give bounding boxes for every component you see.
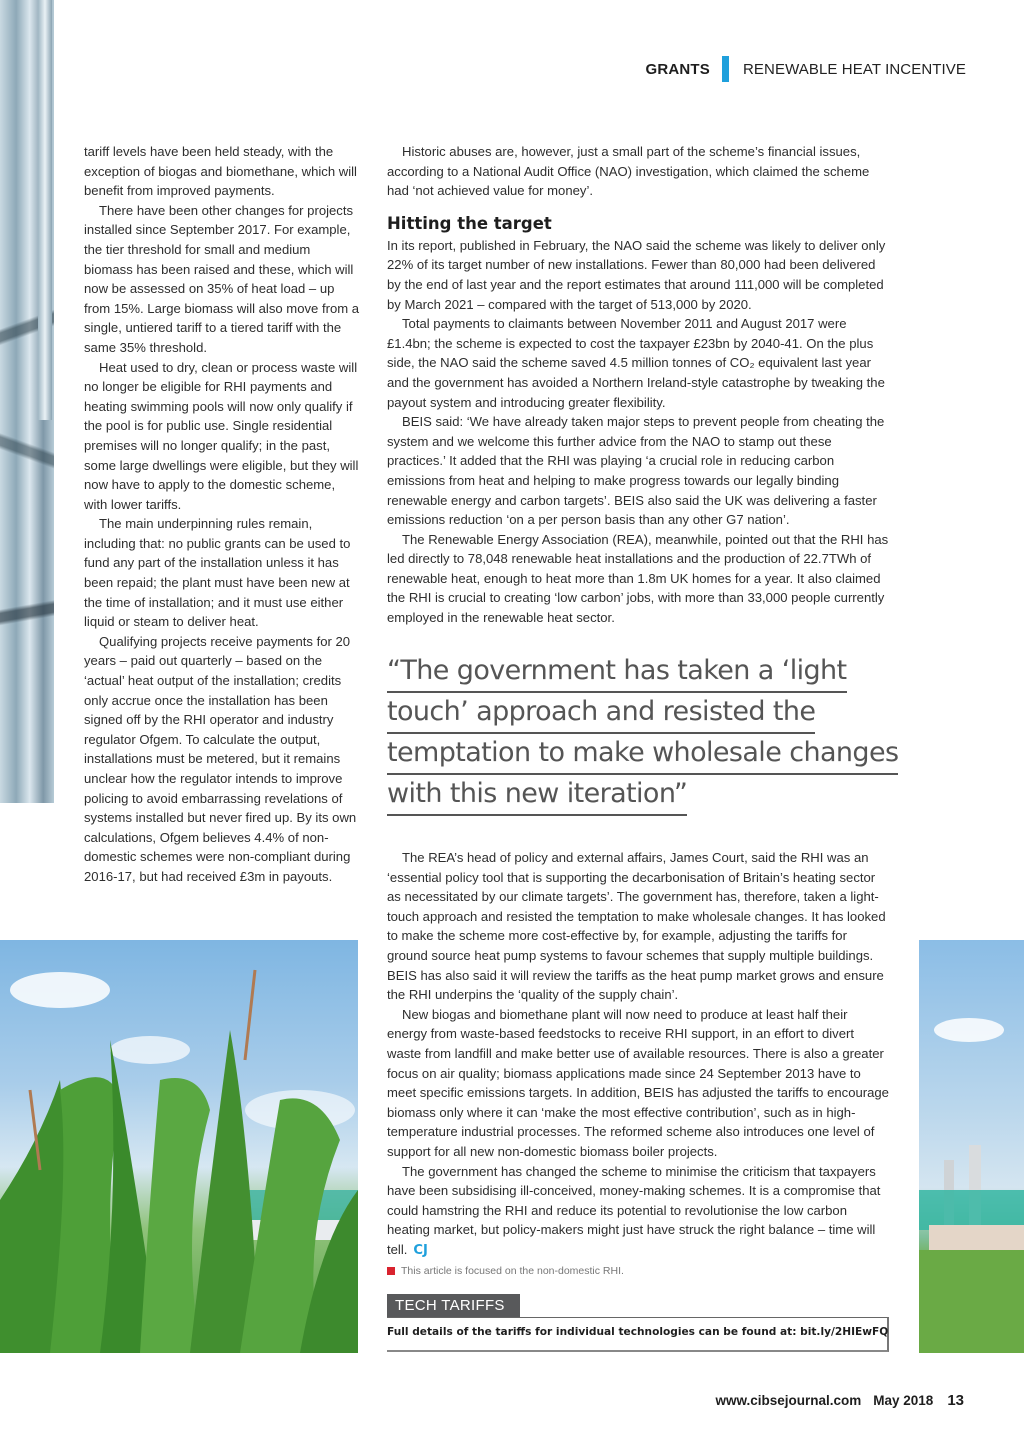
subheading: Hitting the target [387,213,552,233]
pull-quote [387,650,899,814]
page-header [645,56,966,82]
paragraph: Historic abuses are, however, just a small part of the scheme’s financial issues, according to a National Audit Office (NAO) investigation, which claimed the scheme had ‘not achieved value for money’. [387,144,870,199]
right-column-top [387,142,891,628]
tech-tariffs-box [387,1317,889,1352]
maize-plants-illustration [0,940,358,1353]
paragraph: BEIS said: ‘We have already taken major steps to prevent people from cheating the system and we welcome this further advice from the NAO to stamp out these practices.’ It added that the RHI was playing ‘a crucial role in reducing carbon emissions from heat and helping to make progress towards our legally binding renewable energy and carbon targets’. BEIS also said the UK was delivering a faster emissions reduction ‘on a per person basis than any other G7 nation’. [387,414,885,528]
header-divider-bar [722,56,729,82]
tech-tariffs-link-text[interactable]: Full details of the tariffs for individual technologies can be found at: bit.ly/2HIEwFQ [387,1326,889,1338]
pull-quote-line: touch’ approach and resisted the [387,691,815,734]
pull-quote-line: with this new iteration” [387,773,687,816]
footnote-marker-icon [387,1267,395,1275]
footnote [387,1265,624,1277]
page-number: 13 [947,1392,964,1409]
left-column [84,142,360,887]
biogas-plant-illustration [919,940,1024,1353]
paragraph: There have been other changes for projects installed since September 2017. For example, the tier threshold for small and medium biomass has been raised and these, which will now be assessed on 35% of heat load – up from 15%. Large biomass will also move from a single, untiered tariff to a tiered tariff with the same 35% threshold. [84,202,360,355]
paragraph: In its report, published in February, the NAO said the scheme was likely to deliver only 22% of its target number of new installations. Fewer than 80,000 had been delivered by the end of last year and the report estimates that around 111,000 will be completed by March 2021 – compared with the target of 513,000 by 2020. [387,237,886,312]
industrial-pipes-photo [0,0,54,803]
maize-field-photo [0,940,358,1353]
paragraph: New biogas and biomethane plant will now need to produce at least half their energy from waste-based feedstocks to receive RHI support, in an effort to divert waste from landfill and make better use of available resources. There is also a greater focus on air quality; biomass applications made since 24 September 2013 have to meet specific emissions targets. In addition, BEIS has adjusted the tariffs to encourage biomass only where it can ‘make the most effective contribution’, such as in high-temperature industrial processes. The reformed scheme also introduces one level of support for all new non-domestic biomass boiler projects. [387,1006,889,1159]
tech-tariffs-box-title: TECH TARIFFS [387,1294,520,1317]
section-label: GRANTS [645,60,710,78]
author-signoff: CJ [413,1242,428,1258]
paragraph: The REA’s head of policy and external affairs, James Court, said the RHI was an ‘essential policy tool that is supporting the decarbonisation of Britain’s heating sector as necessitated by our climate targets’. The government has, therefore, taken a light-touch approach and resisted the temptation to make wholesale changes. It has looked to make the scheme more cost-effective by, for example, adjusting the tariffs for ground source heat pump systems to favour schemes that supply multiple buildings. BEIS has also said it will review the tariffs as the heat pump market grows and ensure the RHI underpins the ‘quality of the supply chain’. [387,850,886,1003]
paragraph: Heat used to dry, clean or process waste will no longer be eligible for RHI payments and heating swimming pools will now only qualify if the pool is for public use. Single residential premises will no longer qualify; in the past, some large dwellings were eligible, but they will now have to apply to the domestic scheme, with lower tariffs. [84,359,359,512]
topic-label: RENEWABLE HEAT INCENTIVE [743,60,966,78]
paragraph: Total payments to claimants between November 2011 and August 2017 were £1.4bn; the scheme is expected to cost the taxpayer £23bn by 2040-41. On the plus side, the NAO said the scheme saved 4.5 million tonnes of CO₂ equivalent last year and the government has avoided a Northern Ireland-style catastrophe by tweaking the payout system and introducing greater flexibility. [387,316,885,410]
paragraph: The main underpinning rules remain, including that: no public grants can be used to fund any part of the installation unless it has been repaid; the plant must have been new at the time of installation; and it must use either liquid or steam to deliver heat. [84,516,351,630]
biogas-plant-photo [919,940,1024,1353]
paragraph: The Renewable Energy Association (REA), meanwhile, pointed out that the RHI has led directly to 78,048 renewable heat installations and the production of 22.7TWh of renewable heat, enough to heat more than 1.8m UK homes for a year. It also claimed the RHI is crucial to creating ‘low carbon’ jobs, with more than 33,000 people currently employed in the renewable heat sector. [387,531,889,626]
paragraph [387,1162,891,1261]
paragraph: Qualifying projects receive payments for 20 years – paid out quarterly – based on the ‘actual’ heat output of the installation; credits only accrue once the installation has been signed off by the RHI operator and industry regulator Ofgem. To calculate the output, installations must be metered, but it remains unclear how the regulator intends to improve policing to avoid embarrassing revelations of systems installed but never fired up. By its own calculations, Ofgem believes 4.4% of non-domestic schemes were non-compliant during 2016-17, but had received £3m in payouts. [84,633,357,884]
paragraph-text: The government has changed the scheme to minimise the criticism that taxpayers have been subsidising ill-conceived, money-making schemes. It is a compromise that could hamstring the RHI and reduce its potential to revolutionise the low carbon heating market, but policy-makers might just have struck the right balance – time will tell. [387,1163,881,1257]
pull-quote-line: temptation to make wholesale changes [387,732,898,775]
website-url[interactable]: www.cibsejournal.com [715,1393,862,1408]
right-column-bottom [387,848,891,1260]
issue-date: May 2018 [873,1393,934,1408]
paragraph: tariff levels have been held steady, with the exception of biogas and biomethane, which will benefit from improved payments. [84,144,357,199]
footnote-text: This article is focused on the non-domestic RHI. [401,1265,624,1277]
page-footer [715,1392,964,1409]
pull-quote-line: “The government has taken a ‘light [387,650,847,693]
